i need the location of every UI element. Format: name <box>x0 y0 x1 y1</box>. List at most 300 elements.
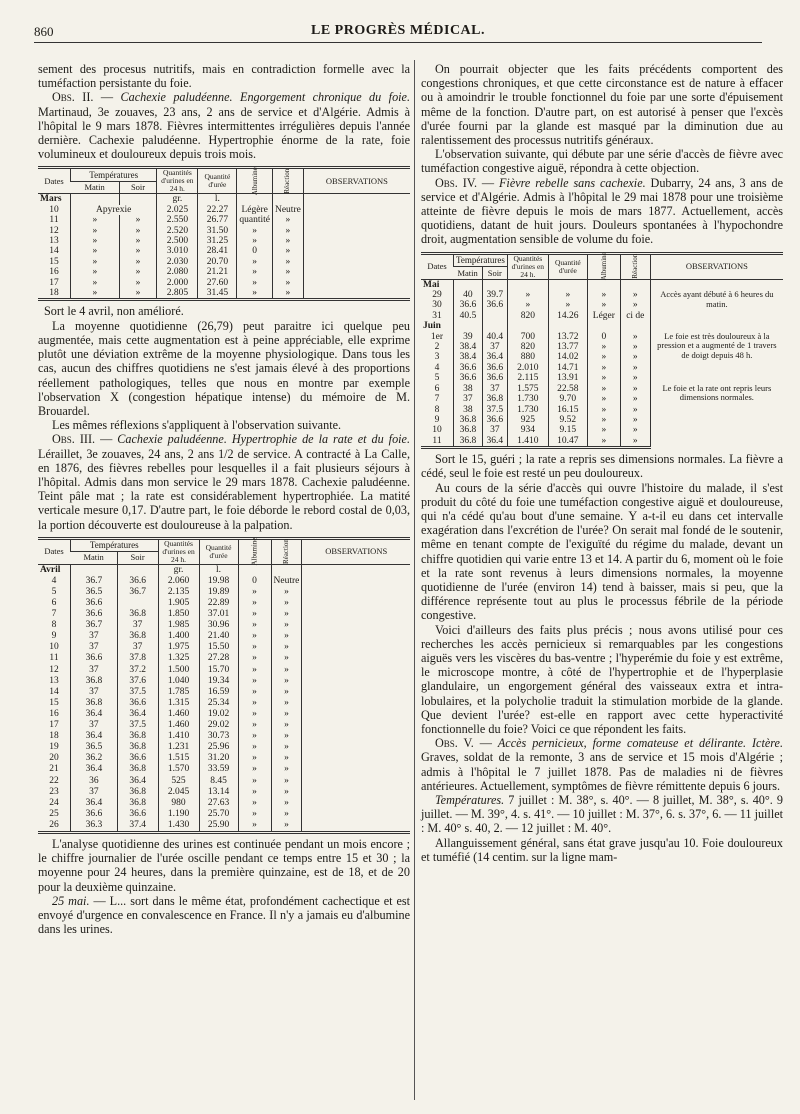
cell-observation <box>302 642 410 653</box>
cell-observation <box>302 598 410 609</box>
cell <box>271 564 302 576</box>
cell-date: 14 <box>49 246 59 257</box>
cell-urines: » <box>507 300 548 310</box>
cell-reaction: » <box>272 215 303 225</box>
cell-date: 2 <box>434 342 440 353</box>
cell <box>117 564 158 576</box>
paragraph: Sort le 15, guéri ; la rate a repris ses dimensions normales. La fièvre a cédé, seul le foie est resté un peu douloureux. <box>421 452 783 481</box>
cell-albumine: » <box>237 267 273 277</box>
cell-reaction: » <box>272 246 303 256</box>
cell-albumine: » <box>238 753 271 764</box>
cell-date: 22 <box>49 775 59 786</box>
cell-temp-matin: 37 <box>71 720 118 731</box>
cell-urines: 1.730 <box>507 405 548 415</box>
table-body <box>421 279 783 448</box>
cell-uree: » <box>548 290 587 300</box>
table-row <box>38 609 410 620</box>
cell-date: 13 <box>49 675 59 686</box>
cell-urines: 1.231 <box>158 742 199 753</box>
cell-date: 7 <box>434 394 440 405</box>
cell-reaction: Neutre <box>271 576 302 587</box>
cell-temp-matin: 36.8 <box>71 676 118 687</box>
month-label: Juin <box>423 321 441 332</box>
cell <box>587 279 620 290</box>
cell-temp-matin: » <box>71 288 120 300</box>
cell-urines: 2.045 <box>158 787 199 798</box>
cell-temp-soir: 36.7 <box>117 587 158 598</box>
cell-albumine: » <box>587 373 620 383</box>
cell-uree: 30.73 <box>199 731 238 742</box>
cell-albumine: » <box>587 352 620 362</box>
table-obs-4 <box>421 252 783 450</box>
th-quantites-urines: Quantités d'urines en 24 h. <box>158 538 199 564</box>
cell-urines: 1.985 <box>158 620 199 631</box>
cell-albumine: » <box>587 290 620 300</box>
cell-reaction: » <box>271 731 302 742</box>
cell-albumine: » <box>238 809 271 820</box>
th-soir: Soir <box>117 552 158 564</box>
cell-uree: 20.70 <box>198 257 237 267</box>
cell-reaction: » <box>271 609 302 620</box>
cell-reaction: » <box>620 415 650 425</box>
cell-urines: 1.500 <box>158 665 199 676</box>
cell-uree: 8.45 <box>199 776 238 787</box>
cell-albumine: » <box>238 798 271 809</box>
cell-reaction: » <box>620 425 650 435</box>
table-row <box>38 720 410 731</box>
th-dates: Dates <box>38 538 71 564</box>
cell-reaction: » <box>271 753 302 764</box>
table-row <box>38 194 410 205</box>
cell-date: 13 <box>49 236 59 247</box>
table-row <box>38 709 410 720</box>
paragraph: Les mêmes réflexions s'appliquent à l'observation suivante. <box>52 418 342 433</box>
cell-date: 26 <box>38 820 71 833</box>
cell-temp-soir <box>482 311 507 321</box>
cell-temp-matin: » <box>71 278 120 288</box>
table-row <box>38 246 410 256</box>
table-row <box>38 278 410 288</box>
cell-albumine: 0 <box>587 332 620 342</box>
right-column <box>421 62 783 864</box>
cell-date: 6 <box>51 598 57 609</box>
cell-temp-soir: 37 <box>117 620 158 631</box>
cell-reaction: Neutre <box>272 205 303 215</box>
observation-3 <box>38 432 410 531</box>
cell-urines: 2.010 <box>507 363 548 373</box>
cell-urines: 1.975 <box>158 642 199 653</box>
obs-label: Obs. IV. — <box>435 175 495 190</box>
th-observations: OBSERVATIONS <box>302 538 410 564</box>
cell-date: 24 <box>49 797 59 808</box>
table-row <box>38 776 410 787</box>
cell-temp-soir: 37.6 <box>117 676 158 687</box>
cell-albumine: quantité <box>237 215 273 225</box>
cell-urines: 820 <box>507 311 548 321</box>
cell-uree: 14.02 <box>548 352 587 362</box>
table-row <box>38 564 410 576</box>
obs-label: Obs. II. — <box>52 90 114 105</box>
journal-title: LE PROGRÈS MÉDICAL. <box>310 23 486 38</box>
cell-temp-soir <box>117 598 158 609</box>
cell-albumine: » <box>587 425 620 435</box>
cell-albumine: » <box>238 665 271 676</box>
table-row <box>38 226 410 236</box>
cell-temp-soir: » <box>119 226 157 236</box>
cell-uree: 15.70 <box>199 665 238 676</box>
cell-date: 18 <box>49 731 59 742</box>
cell-uree: 21.40 <box>199 631 238 642</box>
table-row <box>38 687 410 698</box>
cell-uree: 16.59 <box>199 687 238 698</box>
paragraph: L'analyse quotidienne des urines est continuée pendant un mois encore ; le chiffre journalier de l'urée oscille pendant ce temps entre 15 et 30 ; la moyenne pour 24 heures, dans la première quinzaine, est de 18, et de 20 pour la deuxième quinzaine. <box>38 836 410 894</box>
observation-4 <box>421 176 783 247</box>
cell-date: 10 <box>49 642 59 653</box>
cell-uree: 9.70 <box>548 394 587 404</box>
cell-observation <box>302 720 410 731</box>
cell-urines: 1.410 <box>158 731 199 742</box>
table-row <box>38 288 410 300</box>
cell-urines: 1.400 <box>158 631 199 642</box>
cell-observation <box>302 820 410 833</box>
cell-uree: 22.58 <box>548 384 587 394</box>
cell-observation <box>302 687 410 698</box>
cell-temp-matin: » <box>71 236 120 246</box>
cell-reaction: » <box>620 352 650 362</box>
cell-temp-soir: 36.8 <box>117 787 158 798</box>
month-label: Mai <box>423 279 440 290</box>
cell-uree: 31.20 <box>199 753 238 764</box>
cell-temp-soir: » <box>119 246 157 256</box>
cell-observation <box>303 236 410 246</box>
th-matin: Matin <box>454 267 483 279</box>
cell-albumine: 0 <box>238 576 271 587</box>
unit-label: l. <box>199 564 238 576</box>
th-reaction: Réaction <box>271 538 302 564</box>
cell-temp-soir: 36.4 <box>117 776 158 787</box>
cell-date: 20 <box>49 753 59 764</box>
cell-temp-soir: 36.8 <box>117 742 158 753</box>
cell-reaction: » <box>271 776 302 787</box>
cell-reaction: » <box>271 809 302 820</box>
cell <box>237 194 273 205</box>
cell-uree: 22.27 <box>198 205 237 215</box>
cell-observation: Accès ayant débuté à 6 heures du matin. <box>650 290 783 321</box>
table-row <box>38 787 410 798</box>
cell-albumine: » <box>587 405 620 415</box>
cell <box>620 321 650 331</box>
left-column <box>38 62 410 936</box>
cell-temp-matin: 38 <box>454 384 483 394</box>
cell-uree: 13.91 <box>548 373 587 383</box>
cell-temp-soir: 37.5 <box>482 405 507 415</box>
cell-temp-soir: 36.6 <box>117 809 158 820</box>
cell-urines: 880 <box>507 352 548 362</box>
cell-albumine: » <box>237 257 273 267</box>
cell-albumine: » <box>237 236 273 246</box>
obs-text: Léraillet, 3e zouaves, 24 ans, 2 ans 1/2 de service. A contracté à La Calle, en 1876, des fièvres rebelles pour lesquelles il a fait plusieurs séjours à l'hôpital. Admis dans mon service le 29 mars 1878. Cachexie paludéenne. Teint pâle mat ; la rate est considérablement hypertrophiée. La matité verticale mesure 0,17. D'autre part, le foie déborde le rebord costal de 0,03, la portion découverte est douloureuse à la palpation. <box>38 446 410 532</box>
cell-reaction: » <box>272 226 303 236</box>
cell-albumine: » <box>238 787 271 798</box>
cell-observation <box>302 620 410 631</box>
obs-text: Dubarry, 24 ans, 3 ans de service et d'Algérie. Admis à l'hôpital le 29 mai 1878 pour une troisième atteinte de fièvre depuis le mois de mars 1877. Actuellement, accès quotidiens, datant de huit jours. Douleurs spontanées à l'hypochondre droit, augmentation sensible de volume du foie. <box>421 175 784 247</box>
cell-uree: 21.21 <box>198 267 237 277</box>
cell-urines: 2.115 <box>507 373 548 383</box>
paragraph <box>421 793 783 836</box>
cell <box>71 564 118 576</box>
cell-temp-matin: 36.4 <box>71 709 118 720</box>
page-header <box>34 22 762 43</box>
cell-temp-matin: » <box>71 246 120 256</box>
cell-urines: 934 <box>507 425 548 435</box>
cell-observation: Le foie est très douloureux à la pression et a augmenté de 1 travers de doigt depuis 48 h. <box>650 332 783 384</box>
cell-date: 30 <box>432 300 442 311</box>
cell-reaction: » <box>271 698 302 709</box>
month-label: Avril <box>40 564 61 575</box>
cell-urines: 525 <box>158 776 199 787</box>
cell-observation <box>302 653 410 664</box>
cell-temp-soir: » <box>119 236 157 246</box>
table-row <box>38 257 410 267</box>
cell-uree: 25.70 <box>199 809 238 820</box>
cell-uree: 37.01 <box>199 609 238 620</box>
cell-date: 23 <box>49 786 59 797</box>
th-quantite-uree: Quantité d'urée <box>199 538 238 564</box>
cell-date: 9 <box>434 414 440 425</box>
cell <box>238 564 271 576</box>
cell-reaction: » <box>271 742 302 753</box>
th-observations: OBSERVATIONS <box>650 253 783 279</box>
cell-temp-soir: 36.8 <box>482 394 507 404</box>
cell-reaction: » <box>271 720 302 731</box>
cell-date: 5 <box>434 373 440 384</box>
cell-temp-soir: 37.4 <box>117 820 158 833</box>
cell-urines: » <box>507 290 548 300</box>
cell-temp-matin: 36.4 <box>71 731 118 742</box>
cell-reaction: » <box>271 620 302 631</box>
cell-albumine: Léger <box>587 311 620 321</box>
cell-albumine: » <box>238 642 271 653</box>
cell-urines: 700 <box>507 332 548 342</box>
cell-observation <box>302 576 410 587</box>
cell-urines: 1.575 <box>507 384 548 394</box>
cell-observation <box>303 278 410 288</box>
cell-uree: 16.15 <box>548 405 587 415</box>
cell <box>454 279 483 290</box>
cell-temp-matin: 37 <box>454 394 483 404</box>
table-row <box>38 631 410 642</box>
cell-temp-matin: 37 <box>71 631 118 642</box>
cell-urines: 1.460 <box>158 709 199 720</box>
cell-temp-soir: 36.8 <box>117 609 158 620</box>
cell-temp-matin: » <box>71 226 120 236</box>
cell-uree: 19.89 <box>199 587 238 598</box>
table-obs-3 <box>38 537 410 834</box>
th-temperatures: Températures <box>71 538 159 552</box>
cell-uree: 29.02 <box>199 720 238 731</box>
cell-date: 9 <box>51 631 57 642</box>
obs-title: Cachexie paludéenne. Hypertrophie de la rate et du foie. <box>117 432 411 447</box>
cell-temp-soir: 36.4 <box>117 709 158 720</box>
cell <box>482 321 507 331</box>
cell-reaction: » <box>271 798 302 809</box>
cell-temp-matin: 36 <box>71 776 118 787</box>
cell-uree: 9.52 <box>548 415 587 425</box>
table-row <box>38 742 410 753</box>
cell-date: 10 <box>432 425 442 436</box>
cell <box>548 321 587 331</box>
cell-uree: 19.98 <box>199 576 238 587</box>
th-albumine: Albumine <box>238 538 271 564</box>
cell-date: 12 <box>49 225 59 236</box>
table-row <box>38 653 410 664</box>
cell-albumine: » <box>238 653 271 664</box>
cell-uree: 31.25 <box>198 236 237 246</box>
obs-title: Accès pernicieux, forme comateuse et délirante. Ictère. <box>497 736 783 751</box>
th-quantites-urines: Quantités d'urines en 24 h. <box>507 253 548 279</box>
month-label: Mars <box>40 194 62 205</box>
paragraph-text: — L... sort dans le même état, profondément cachectique et est envoyé d'urgence en convalescence en France. Il n'y a jamais eu d'albumine dans les urines. <box>38 893 411 937</box>
table-row <box>38 215 410 225</box>
cell-date: 6 <box>434 383 440 394</box>
cell-temp-soir: » <box>119 267 157 277</box>
unit-label: gr. <box>157 194 198 205</box>
paragraph: Sort le 4 avril, non amélioré. <box>44 304 184 319</box>
cell-temp-matin: » <box>71 215 120 225</box>
cell-uree: 27.63 <box>199 798 238 809</box>
cell-date: 1er <box>430 331 444 342</box>
cell-urines: 2.030 <box>157 257 198 267</box>
cell-temp-matin: 36.8 <box>454 415 483 425</box>
table-row <box>38 798 410 809</box>
paragraph: La moyenne quotidienne (26,79) peut paraitre ici quelque peu augmentée, mais cette augmentation est à peine appréciable, elle exprime plutôt une déviation extrême de la moyenne physiologique. Dans tous les cas, aucun des chiffres quotidiens ne s'est jamais élevé à des proportions réellement pathologiques, telles que nous en montre par exemple l'observation X (congestion hépatique intense) du mémoire de M. Brouardel. <box>38 318 410 418</box>
cell-albumine: » <box>587 342 620 352</box>
observation-2 <box>38 90 410 161</box>
cell-reaction: » <box>271 820 302 833</box>
cell-date: 14 <box>49 686 59 697</box>
table-row <box>38 576 410 587</box>
cell-observation <box>303 257 410 267</box>
table-row <box>38 598 410 609</box>
cell-albumine: Légère <box>237 205 273 215</box>
cell-temp-soir: 36.6 <box>117 753 158 764</box>
cell-urines: 1.410 <box>507 436 548 448</box>
th-quantites-urines: Quantités d'urines en 24 h. <box>157 168 198 194</box>
th-albumine: Albumine <box>237 168 273 194</box>
cell-uree: 14.71 <box>548 363 587 373</box>
cell-albumine: » <box>238 731 271 742</box>
cell-reaction: » <box>620 342 650 352</box>
cell-reaction: » <box>620 394 650 404</box>
cell-observation <box>302 631 410 642</box>
cell-temp-soir: 36.6 <box>482 300 507 310</box>
cell-albumine: » <box>238 709 271 720</box>
cell-reaction: » <box>271 631 302 642</box>
table-obs-2 <box>38 166 410 301</box>
cell <box>482 279 507 290</box>
paragraph: Au cours de la série d'accès qui ouvre l'histoire du malade, il s'est produit du côté du foie une tuméfaction congestive aiguë et douloureuse, qui n'a cédé qu'au bout d'une semaine. Y a-t-il eu dans cet intervalle exagération dans l'excrétion de l'urée? On serait mal fondé de le soutenir, même en tenant compte de l'exiguïté du régime du malade, devant un chiffre quotidien qui varie entre 13 et 14. A partir du 6, moment où le foie et la rate sont revenus à leurs dimensions normales, la moyenne quotidienne de l'urée (environ 14) tend à baisser, mais si peu, que la différence représente tout au plus le processus fébrile de la période congestive. <box>421 480 783 623</box>
cell-urines: 3.010 <box>157 246 198 256</box>
cell-temp-matin: Apyrexie <box>71 205 157 215</box>
cell-urines: 1.850 <box>158 609 199 620</box>
cell-temp-soir: 36.6 <box>117 576 158 587</box>
cell-temp-soir: 37.2 <box>117 665 158 676</box>
cell-observation: Le foie et la rate ont repris leurs dimensions normales. <box>650 384 783 448</box>
cell-date: 15 <box>49 697 59 708</box>
unit-label: gr. <box>158 564 199 576</box>
cell-reaction: » <box>271 764 302 775</box>
date: 25 mai. <box>52 893 90 908</box>
cell-urines: 1.515 <box>158 753 199 764</box>
cell-urines: 1.460 <box>158 720 199 731</box>
table-row <box>38 236 410 246</box>
cell-reaction: » <box>271 665 302 676</box>
cell-temp-soir: 36.6 <box>482 415 507 425</box>
cell-temp-matin: 36.7 <box>71 620 118 631</box>
cell-observation <box>302 787 410 798</box>
obs-label: Obs. III. — <box>52 432 113 447</box>
cell-uree: 33.59 <box>199 764 238 775</box>
table-row <box>38 753 410 764</box>
cell-temp-soir: 36.8 <box>117 731 158 742</box>
cell <box>119 194 157 205</box>
cell-temp-soir: 40.4 <box>482 332 507 342</box>
cell-temp-matin: 37 <box>71 787 118 798</box>
paragraph: On pourrait objecter que les faits précédents comportent des congestions chroniques, et que cette circonstance est de nature à effacer ou à amoindrir le trouble fonctionnel du foie par une sorte d'épuisement même de la fonction. D'autre part, on est autorisé à penser que l'excès d'urée fourni par la glande est masqué par la diminution due au ralentissement des processus nutritifs généraux. <box>421 62 783 148</box>
cell-date: 17 <box>49 277 59 288</box>
cell-uree: 30.96 <box>199 620 238 631</box>
cell-observation <box>303 267 410 277</box>
cell-temp-soir: » <box>119 215 157 225</box>
cell-uree: 31.50 <box>198 226 237 236</box>
cell-reaction: » <box>620 290 650 300</box>
th-dates: Dates <box>421 253 454 279</box>
cell-temp-soir: 37.5 <box>117 687 158 698</box>
cell-albumine: » <box>238 764 271 775</box>
unit-label <box>507 279 548 290</box>
cell-urines: 2.520 <box>157 226 198 236</box>
cell-urines: 1.570 <box>158 764 199 775</box>
th-albumine: Albumine <box>587 253 620 279</box>
cell-temp-matin: 39 <box>454 332 483 342</box>
cell-observation <box>302 809 410 820</box>
cell-urines: 1.040 <box>158 676 199 687</box>
cell-reaction: » <box>271 687 302 698</box>
obs-title: Fièvre rebelle sans cachexie. <box>498 175 646 190</box>
cell-temp-soir: 37 <box>482 342 507 352</box>
cell-temp-soir: 37.5 <box>117 720 158 731</box>
th-quantite-uree: Quantité d'urée <box>198 168 237 194</box>
cell-urines: 1.325 <box>158 653 199 664</box>
unit-label: l. <box>198 194 237 205</box>
cell-temp-matin: 36.6 <box>454 373 483 383</box>
cell-urines: 2.500 <box>157 236 198 246</box>
cell-date: 18 <box>38 288 71 300</box>
table-row <box>38 764 410 775</box>
cell-albumine: » <box>238 776 271 787</box>
cell-temp-soir: » <box>119 257 157 267</box>
cell-albumine: » <box>587 415 620 425</box>
cell-urines: 1.785 <box>158 687 199 698</box>
cell-temp-matin: 38.4 <box>454 342 483 352</box>
cell-temp-matin: 36.3 <box>71 820 118 833</box>
cell-reaction: » <box>272 257 303 267</box>
cell-reaction: » <box>620 332 650 342</box>
cell-uree: 25.90 <box>199 820 238 833</box>
cell-uree: 14.26 <box>548 311 587 321</box>
table-row <box>38 665 410 676</box>
cell-temp-matin: 36.6 <box>454 363 483 373</box>
